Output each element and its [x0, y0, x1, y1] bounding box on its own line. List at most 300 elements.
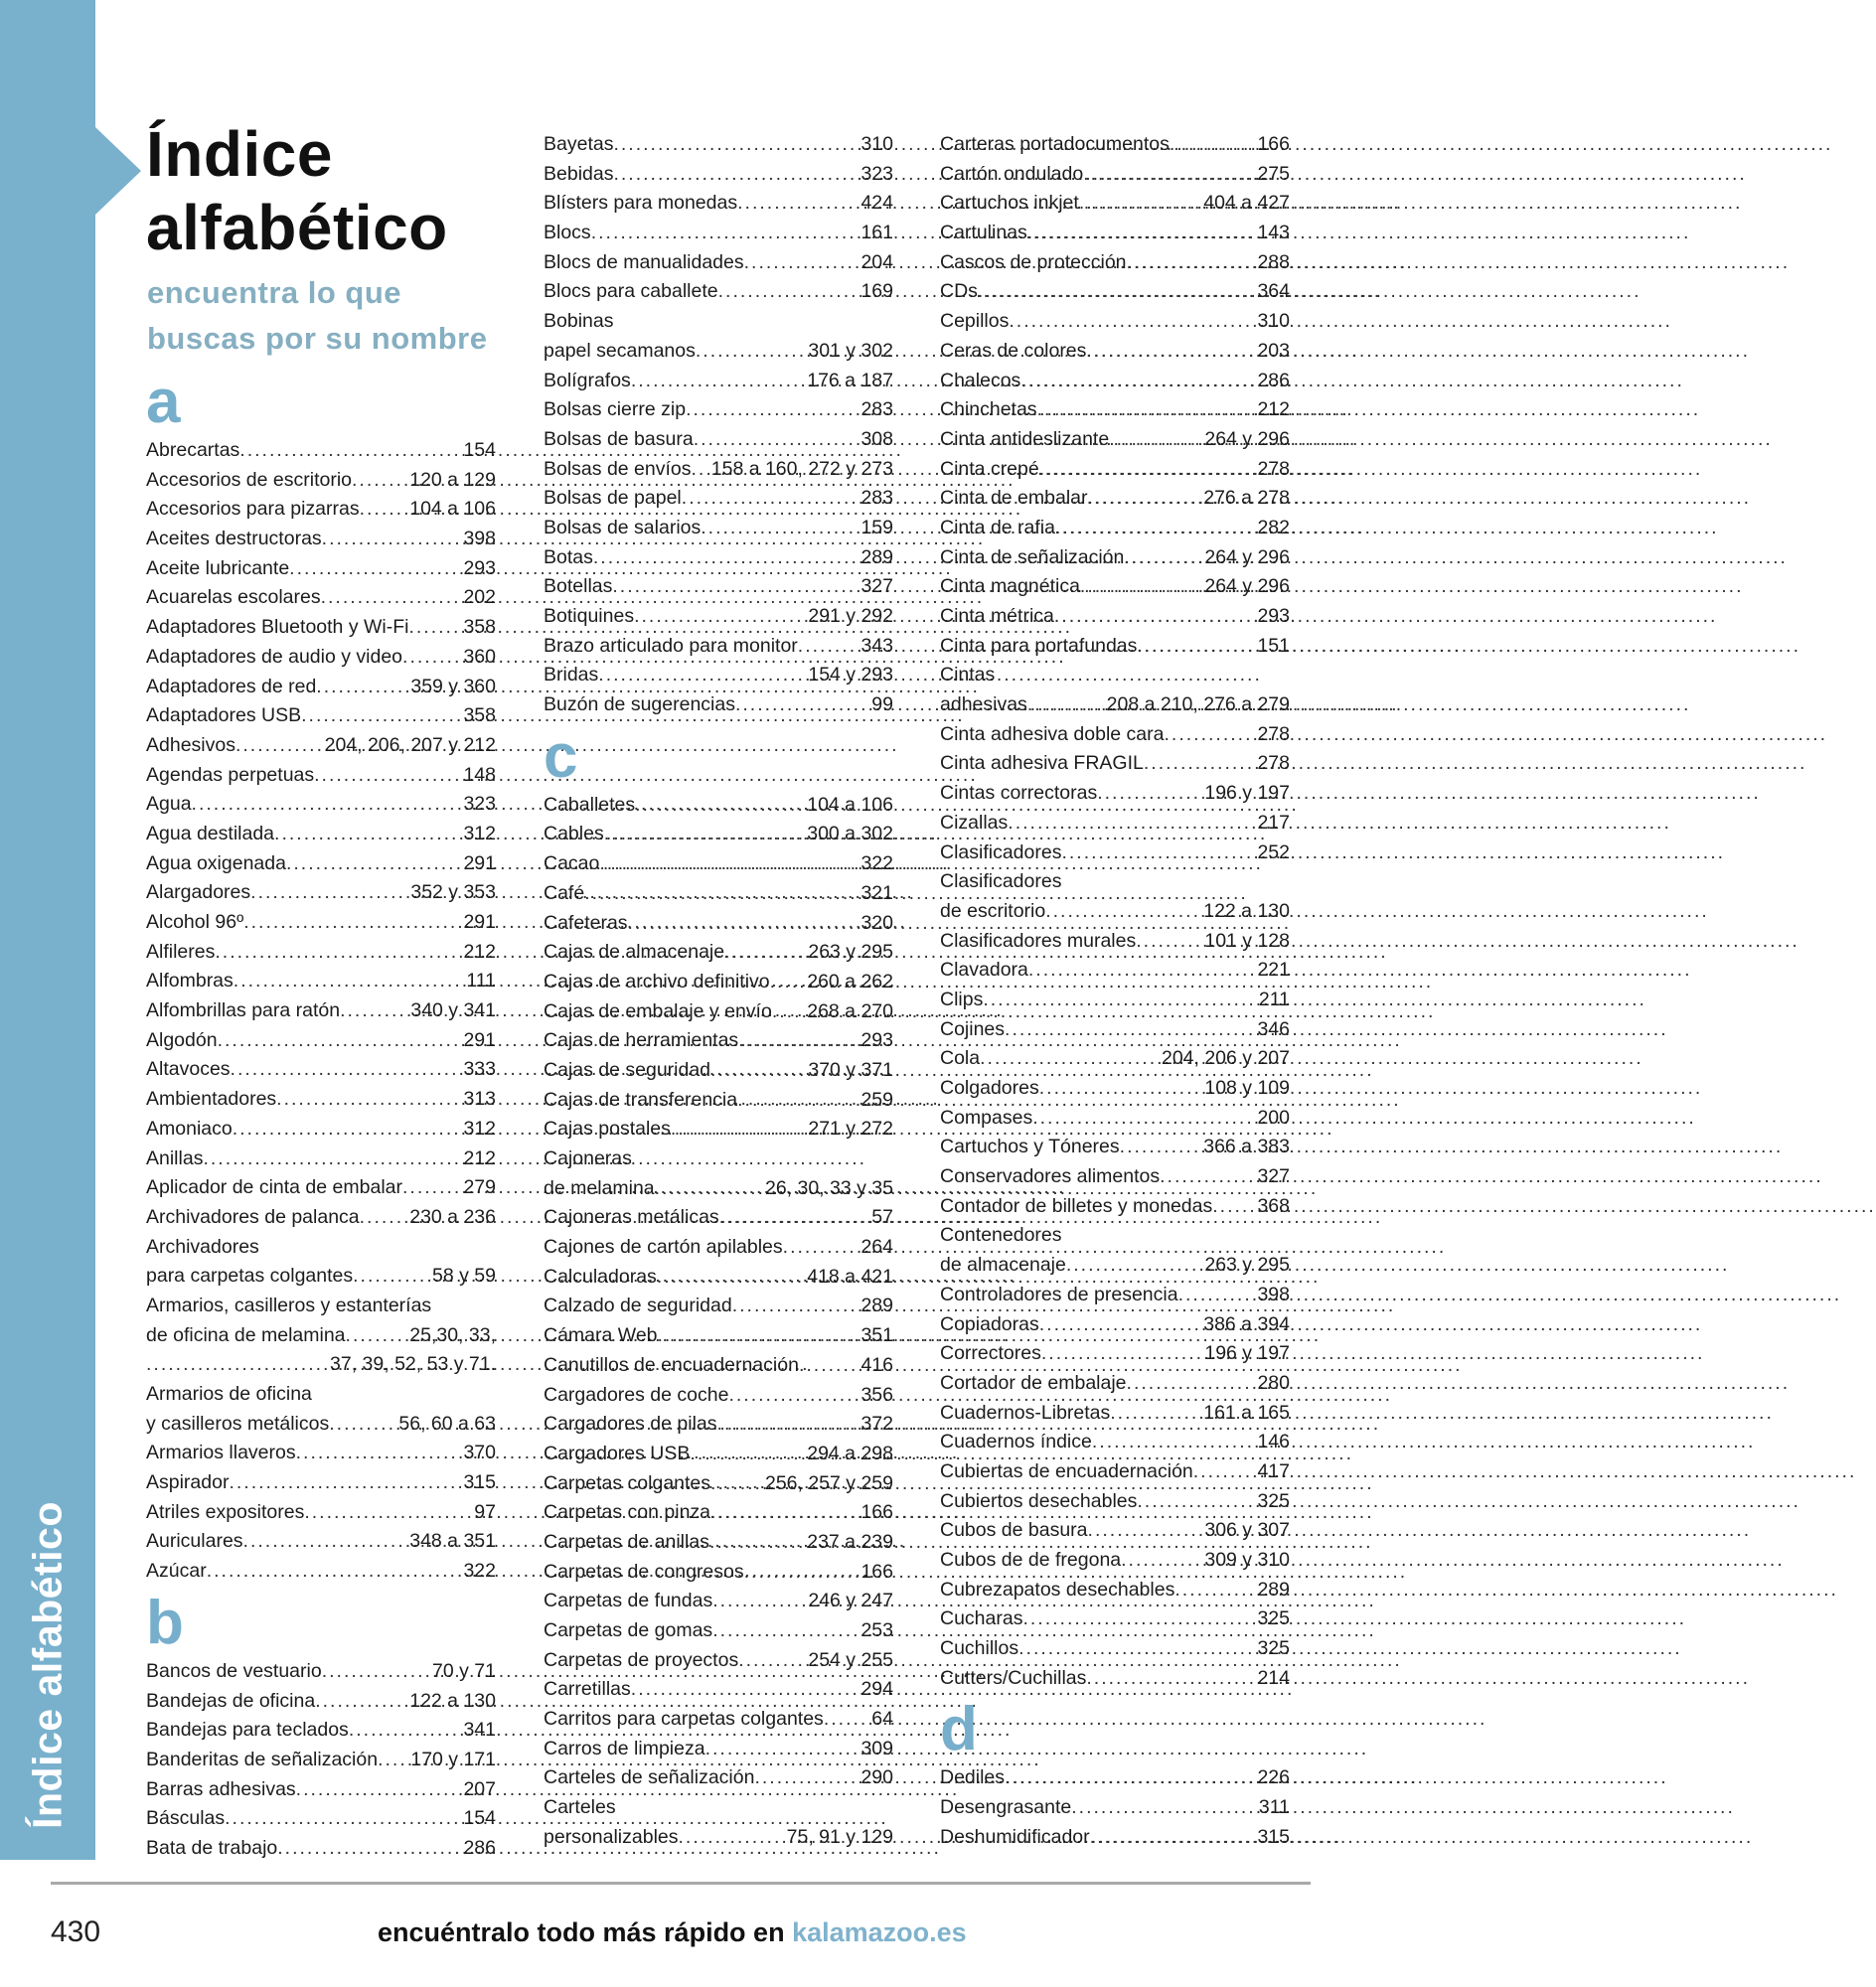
index-entry — [940, 897, 1290, 927]
entry-name: de oficina de melamina — [146, 1323, 346, 1346]
entry-pages: 416 — [860, 1353, 893, 1376]
entry-name: Cizallas — [940, 811, 1009, 834]
index-section — [940, 130, 1290, 1693]
entry-pages: 322 — [860, 852, 893, 875]
index-entry — [146, 1321, 496, 1351]
entry-pages: 207 — [463, 1777, 496, 1800]
entry-pages: 161 a 165 — [1203, 1401, 1290, 1424]
dot-leader — [286, 849, 463, 879]
dot-leader — [1032, 1104, 1257, 1134]
entry-pages: 202 — [463, 586, 496, 609]
entry-pages: 253 — [860, 1619, 893, 1641]
index-entry — [940, 1457, 1290, 1487]
entry-pages: 264 y 296 — [1204, 575, 1290, 598]
entry-name: Cajas de herramientas — [544, 1029, 739, 1052]
entry-name: Blocs de manualidades — [544, 250, 744, 273]
index-entry — [146, 583, 496, 613]
index-entry — [940, 367, 1290, 396]
entry-name: Cartuchos inkjet — [940, 192, 1079, 215]
entry-pages: 75, 91 y 129 — [786, 1825, 893, 1848]
entry-pages: 204, 206, 207 y 212 — [324, 733, 496, 756]
entry-pages: 254 y 255 — [808, 1648, 893, 1671]
entry-pages: 146 — [1257, 1431, 1290, 1453]
entry-name: Cubiertas de encuadernación — [940, 1459, 1193, 1482]
entry-name: Caballetes — [544, 793, 636, 816]
entry-name: Botiquines — [544, 605, 635, 627]
entry-name: Botas — [544, 545, 593, 568]
index-entry — [940, 572, 1290, 602]
entry-pages: 154 y 293 — [808, 664, 893, 687]
entry-pages: 323 — [860, 162, 893, 185]
dot-leader — [682, 484, 861, 514]
entry-name: Chinchetas — [940, 398, 1037, 421]
entry-pages: 278 — [1257, 752, 1290, 775]
entry-pages: 196 y 197 — [1204, 782, 1290, 805]
dot-leader — [353, 1262, 432, 1292]
index-entry — [544, 543, 893, 573]
index-entry — [544, 1498, 893, 1528]
dot-leader — [402, 643, 463, 673]
entry-pages: 294 — [860, 1678, 893, 1701]
dot-leader — [1080, 572, 1204, 602]
entry-name: Adaptadores de audio y video — [146, 645, 403, 668]
entry-pages: 161 — [860, 222, 893, 244]
entry-name: Aceite lubricante — [146, 556, 290, 579]
entry-pages: 398 — [463, 528, 496, 550]
entry-pages: 170 y 171 — [410, 1748, 496, 1770]
dot-leader — [218, 1026, 464, 1056]
dot-leader — [1083, 160, 1257, 190]
index-entry — [146, 1173, 496, 1203]
entry-pages: 312 — [463, 1117, 496, 1140]
entry-name: Agendas perpetuas — [146, 763, 315, 786]
dot-leader — [717, 1410, 861, 1440]
entry-pages: 359 y 360 — [410, 675, 496, 697]
dot-leader — [315, 1687, 409, 1717]
entry-pages: 368 — [1257, 1194, 1290, 1217]
entry-pages: 294 a 298 — [807, 1442, 893, 1464]
dot-leader — [1039, 455, 1258, 485]
entry-pages: 154 — [463, 1807, 496, 1830]
entry-pages: 264 — [860, 1236, 893, 1259]
entry-name: Agua oxigenada — [146, 851, 286, 874]
dot-leader — [1005, 1015, 1257, 1045]
entry-name: Botellas — [544, 575, 613, 598]
entry-name: Armarios de oficina — [146, 1383, 312, 1405]
dot-leader — [1086, 337, 1257, 367]
entry-name: Armarios llaveros — [146, 1442, 296, 1464]
dot-leader — [712, 1587, 808, 1616]
dot-leader — [1061, 839, 1257, 868]
entry-name: Aceites destructoras — [146, 528, 322, 550]
entry-pages: 315 — [463, 1471, 496, 1494]
entry-name: Cepillos — [940, 310, 1010, 333]
entry-name: Cajas de transferencia — [544, 1088, 738, 1111]
entry-pages: 226 — [1257, 1766, 1290, 1789]
entry-pages: 370 — [463, 1442, 496, 1464]
entry-pages: 212 — [463, 940, 496, 963]
entry-pages: 264 y 296 — [1204, 545, 1290, 568]
entry-pages: 310 — [1257, 310, 1290, 333]
index-entry — [940, 1281, 1290, 1310]
entry-name: Blocs — [544, 222, 591, 244]
entry-pages: 203 — [1257, 339, 1290, 362]
dot-leader — [783, 1233, 861, 1263]
entry-name: Clasificadores murales — [940, 929, 1137, 952]
entry-name: Carpetas colgantes — [544, 1471, 711, 1494]
entry-name: Cortador de embalaje — [940, 1371, 1127, 1394]
index-entry — [146, 1657, 496, 1687]
entry-pages: 151 — [1257, 634, 1290, 657]
entry-pages: 25,30, 33, — [409, 1323, 496, 1346]
entry-name: Cubrezapatos desechables — [940, 1578, 1175, 1601]
index-entry — [544, 602, 893, 632]
entry-name: Clavadora — [940, 959, 1028, 982]
entry-pages: 301 y 302 — [808, 339, 893, 362]
dot-leader — [321, 583, 464, 613]
dot-leader — [346, 1321, 410, 1351]
index-entry — [146, 790, 496, 820]
entry-name: Adaptadores Bluetooth y Wi-Fi — [146, 616, 409, 639]
index-entry — [544, 1675, 893, 1705]
index-entry — [544, 1174, 893, 1204]
entry-pages: 310 — [860, 133, 893, 155]
index-entry — [940, 1074, 1290, 1104]
entry-name: Cojines — [940, 1017, 1006, 1040]
dot-leader — [1018, 1634, 1257, 1664]
index-entry — [544, 1233, 893, 1263]
index-entry — [544, 1440, 893, 1469]
dot-leader — [613, 160, 860, 190]
entry-name: Cinta de rafia — [940, 516, 1055, 538]
entry-name: Algodón — [146, 1028, 218, 1051]
index-entry — [940, 1516, 1290, 1546]
entry-pages: 358 — [463, 704, 496, 727]
entry-name: de escritorio — [940, 899, 1046, 922]
dot-leader — [710, 1498, 860, 1528]
section-letter: a — [146, 368, 181, 436]
index-entry — [544, 1528, 893, 1558]
entry-name: Blísters para monedas — [544, 192, 738, 215]
dot-leader — [1027, 690, 1107, 720]
dot-leader — [1022, 1605, 1257, 1634]
index-entry — [940, 1192, 1290, 1222]
entry-name: Atriles expositores — [146, 1500, 305, 1523]
entry-pages: 346 — [1257, 1017, 1290, 1040]
entry-pages: 278 — [1257, 457, 1290, 480]
entry-name: Carretillas — [544, 1678, 631, 1701]
entry-pages: 221 — [1257, 959, 1290, 982]
index-entry — [544, 791, 893, 821]
dot-leader — [1009, 307, 1257, 337]
entry-pages: 283 — [860, 487, 893, 510]
index-entry — [940, 1251, 1290, 1281]
entry-pages: 352 y 353 — [410, 881, 496, 904]
dot-leader — [631, 1675, 861, 1705]
index-entry — [146, 1350, 496, 1380]
side-tab-title: Índice alfabético — [24, 1501, 71, 1829]
dot-leader — [1005, 1763, 1257, 1793]
dot-leader — [980, 1044, 1162, 1074]
entry-pages: 325 — [1257, 1607, 1290, 1630]
entry-name: y casilleros metálicos — [146, 1412, 330, 1435]
entry-pages: 325 — [1257, 1489, 1290, 1512]
dot-leader — [296, 1775, 464, 1805]
index-entry — [146, 1687, 496, 1717]
index-entry — [146, 1145, 496, 1174]
dot-leader — [635, 791, 807, 821]
index-section — [146, 368, 496, 1587]
entry-pages: 26, 30, 33 y 35 — [764, 1176, 893, 1199]
entry-pages: 64 — [871, 1708, 893, 1731]
entry-name: Cafeteras — [544, 911, 628, 934]
entry-name: Cinta antideslizante — [940, 427, 1110, 450]
dot-leader — [728, 1381, 860, 1411]
dot-leader — [1039, 1310, 1204, 1340]
index-entry — [544, 337, 893, 367]
dot-leader — [983, 986, 1259, 1015]
dot-leader — [243, 908, 463, 938]
entry-pages: 289 — [860, 1295, 893, 1317]
index-entry — [146, 731, 496, 761]
dot-leader — [340, 996, 410, 1026]
entry-name: Cinta métrica — [940, 605, 1054, 627]
dot-leader — [710, 1469, 765, 1499]
dot-leader — [1127, 1369, 1258, 1399]
index-entry — [940, 484, 1290, 514]
entry-pages: 268 a 270 — [807, 999, 893, 1022]
index-section — [940, 1695, 1290, 1852]
entry-name: Cajas de embalaje y envío — [544, 999, 772, 1022]
footer-divider — [51, 1882, 1311, 1885]
entry-name: Cubiertos desechables — [940, 1489, 1138, 1512]
entry-pages: 37, 39, 52, 53 y 71. — [330, 1353, 496, 1376]
index-entry — [940, 1044, 1290, 1074]
dot-leader — [1164, 720, 1257, 750]
entry-name: Básculas — [146, 1807, 226, 1830]
entry-name: Bobinas — [544, 310, 614, 333]
index-entry — [146, 938, 496, 968]
dot-leader — [710, 1056, 808, 1086]
index-entry — [544, 1145, 893, 1174]
entry-name: Bolsas de salarios — [544, 516, 702, 538]
entry-name: personalizables — [544, 1825, 679, 1848]
index-entry — [940, 1428, 1290, 1457]
dot-leader — [692, 455, 711, 485]
entry-pages: 333 — [463, 1058, 496, 1081]
entry-pages: 148 — [463, 763, 496, 786]
entry-pages: 340 y 341 — [410, 999, 496, 1022]
entry-pages: 327 — [860, 575, 893, 598]
entry-name: Clasificadores — [940, 870, 1062, 893]
entry-pages: 230 a 236 — [409, 1205, 496, 1228]
index-column-2 — [544, 130, 893, 1853]
entry-name: Contador de billetes y monedas — [940, 1194, 1213, 1217]
entry-pages: 237 a 239 — [807, 1530, 893, 1553]
index-entry — [940, 661, 1290, 690]
dot-leader — [719, 1203, 872, 1233]
index-entry — [544, 1056, 893, 1086]
entry-pages: 246 y 247 — [808, 1590, 893, 1612]
dot-leader — [724, 938, 808, 968]
entry-name: Café — [544, 881, 585, 904]
entry-pages: 351 — [860, 1324, 893, 1347]
entry-pages: 325 — [1257, 1637, 1290, 1660]
dot-leader — [1041, 1339, 1204, 1369]
entry-pages: 312 — [463, 822, 496, 844]
index-entry — [940, 867, 1290, 897]
dot-leader — [613, 130, 860, 160]
index-entry — [940, 779, 1290, 809]
index-entry — [940, 1763, 1290, 1793]
entry-name: Cutters/Cuchillas — [940, 1666, 1087, 1689]
page-title-line2: alfabético — [146, 192, 448, 263]
entry-pages: 291 — [463, 851, 496, 874]
dot-leader — [754, 1763, 860, 1793]
dot-leader — [1055, 514, 1257, 543]
entry-name: Alfileres — [146, 940, 216, 963]
entry-name: Cajas de archivo definitivo — [544, 970, 770, 993]
entry-name: Carritos para carpetas colgantes — [544, 1708, 824, 1731]
entry-name: Carpetas de gomas — [544, 1619, 713, 1641]
arrow-marker-icon — [95, 127, 141, 215]
index-entry — [940, 1339, 1290, 1369]
entry-name: Clasificadores — [940, 841, 1062, 863]
entry-pages: 300 a 302 — [807, 823, 893, 845]
entry-pages: 120 a 129 — [409, 468, 496, 491]
entry-name: Cintas — [940, 664, 996, 687]
entry-name: Bolsas de basura — [544, 427, 694, 450]
entry-name: Banderitas de señalización — [146, 1748, 379, 1770]
entry-pages: 208 a 210, 276 a 279 — [1106, 693, 1290, 716]
entry-pages: 212 — [463, 1146, 496, 1169]
entry-pages: 99 — [871, 693, 893, 716]
index-entry — [146, 1775, 496, 1805]
footer-site-link[interactable]: kalamazoo.es — [792, 1917, 967, 1947]
index-entry — [940, 455, 1290, 485]
index-entry — [544, 1410, 893, 1440]
index-entry — [940, 277, 1290, 307]
index-entry — [146, 1085, 496, 1115]
entry-name: Agua destilada — [146, 822, 275, 844]
entry-pages: 169 — [860, 280, 893, 303]
dot-leader — [1120, 1133, 1204, 1162]
entry-name: Calculadoras — [544, 1265, 657, 1288]
entry-pages: 372 — [860, 1413, 893, 1436]
index-entry — [940, 720, 1290, 750]
index-entry — [940, 1546, 1290, 1576]
dot-leader — [1027, 219, 1258, 248]
entry-name: Brazo articulado para monitor — [544, 634, 798, 657]
entry-pages: 271 y 272 — [808, 1118, 893, 1141]
index-entry — [544, 1558, 893, 1588]
entry-name: Altavoces — [146, 1058, 231, 1081]
entry-pages: 291 — [463, 1028, 496, 1051]
dot-leader — [1136, 927, 1204, 957]
index-entry — [146, 1746, 496, 1775]
index-entry — [544, 219, 893, 248]
index-entry — [940, 1310, 1290, 1340]
entry-name: Cartuchos y Tóneres — [940, 1136, 1120, 1158]
entry-pages: 260 a 262 — [807, 970, 893, 993]
entry-name: Carros de limpieza — [544, 1737, 705, 1759]
entry-name: Cámara Web — [544, 1324, 658, 1347]
index-entry — [544, 968, 893, 997]
dot-leader — [316, 673, 410, 702]
dot-leader — [192, 790, 464, 820]
index-entry — [940, 1605, 1290, 1634]
dot-leader — [735, 690, 871, 720]
dot-leader — [225, 1804, 463, 1834]
dot-leader — [1020, 367, 1257, 396]
dot-leader — [314, 761, 463, 791]
dot-leader — [378, 1746, 410, 1775]
entry-pages: 166 — [860, 1560, 893, 1583]
entry-name: Cuadernos-Libretas — [940, 1401, 1111, 1424]
entry-pages: 309 y 310 — [1204, 1549, 1290, 1571]
section-letter: b — [146, 1588, 184, 1657]
entry-name: Cargadores de pilas — [544, 1413, 717, 1436]
entry-name: Colgadores — [940, 1077, 1039, 1099]
index-entry — [146, 525, 496, 554]
entry-name: Archivadores — [146, 1235, 259, 1258]
side-tab — [0, 0, 95, 1860]
dot-leader — [301, 701, 463, 731]
index-entry — [544, 1086, 893, 1116]
entry-name: Cajas postales — [544, 1118, 671, 1141]
index-entry — [544, 160, 893, 190]
index-entry — [940, 602, 1290, 632]
entry-pages: 315 — [1257, 1825, 1290, 1848]
entry-pages: 166 — [860, 1501, 893, 1524]
entry-name: Chalecos — [940, 369, 1021, 391]
dot-leader — [1054, 602, 1258, 632]
entry-pages: 70 y 71 — [432, 1659, 496, 1682]
index-entry — [544, 820, 893, 849]
entry-name: Compases — [940, 1106, 1033, 1129]
entry-pages: 259 — [860, 1088, 893, 1111]
index-entry — [940, 1221, 1290, 1251]
entry-pages: 104 a 106 — [807, 793, 893, 816]
entry-pages: 370 y 371 — [808, 1058, 893, 1081]
entry-name: Clips — [940, 988, 984, 1010]
index-entry — [146, 613, 496, 643]
index-entry — [940, 1487, 1290, 1517]
index-entry — [544, 1292, 893, 1321]
entry-pages: 309 — [860, 1737, 893, 1759]
dot-leader — [701, 514, 860, 543]
index-entry — [146, 1055, 496, 1085]
entry-name: CDs — [940, 280, 978, 303]
dot-leader — [360, 495, 410, 525]
index-entry — [544, 1351, 893, 1381]
entry-pages: 289 — [1257, 1578, 1290, 1601]
page-title-line1: Índice — [146, 118, 333, 190]
entry-name: Cajoneras — [544, 1147, 632, 1169]
dot-leader — [712, 1616, 860, 1646]
entry-pages: 275 — [1257, 162, 1290, 185]
entry-name: Alfombras — [146, 970, 234, 993]
dot-leader — [1144, 749, 1258, 779]
index-entry — [544, 277, 893, 307]
dot-leader — [599, 849, 860, 879]
index-entry — [544, 367, 893, 396]
index-entry — [544, 1616, 893, 1646]
dot-leader — [296, 1439, 464, 1468]
index-entry — [146, 1115, 496, 1145]
dot-leader — [798, 632, 861, 662]
entry-pages: 263 y 295 — [808, 941, 893, 964]
